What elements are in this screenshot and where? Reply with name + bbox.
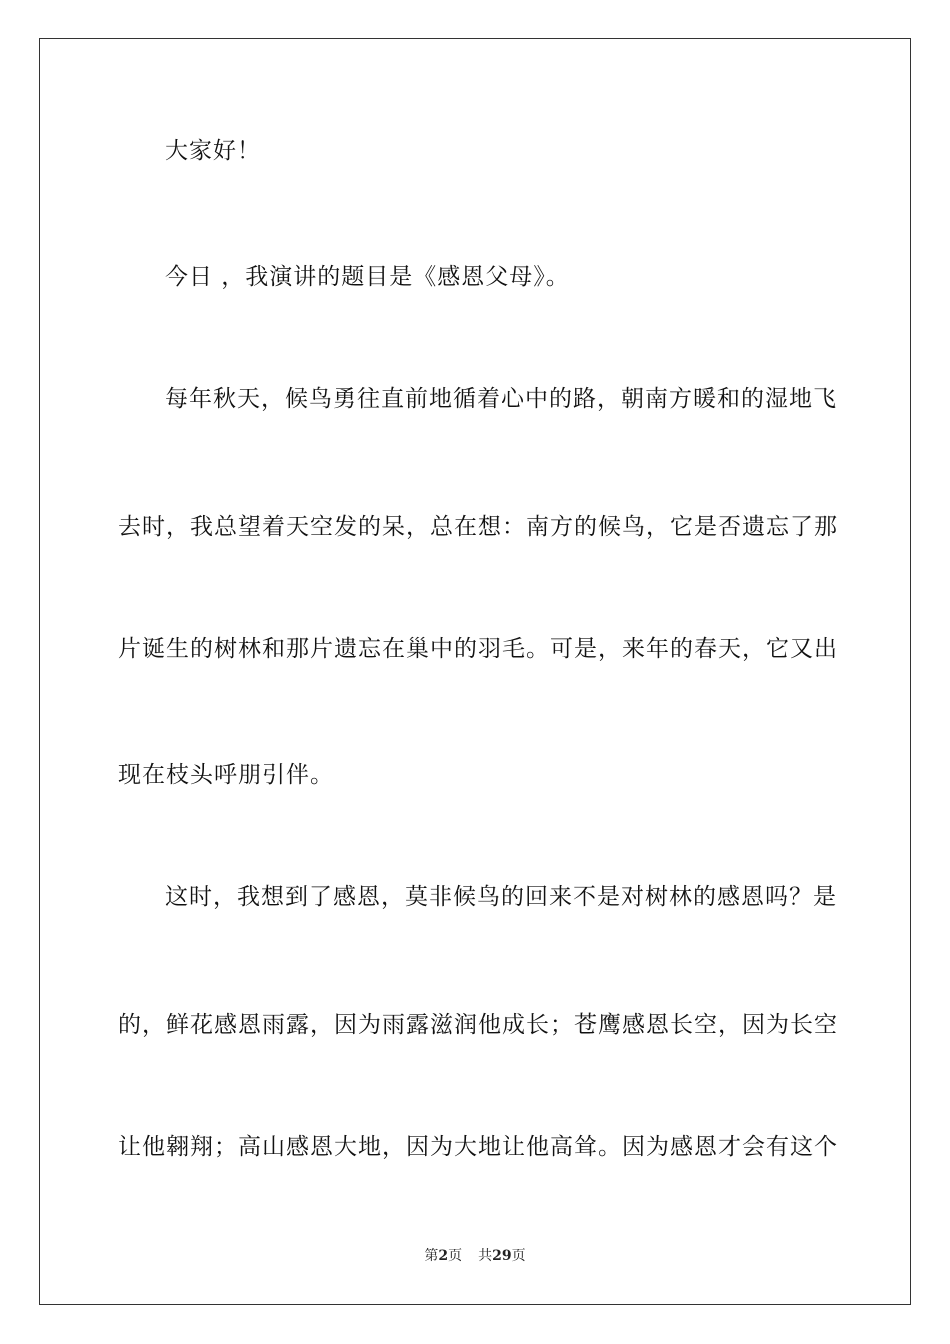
greeting-line: 大家好！ <box>165 138 261 164</box>
topic-line: 今日 ，我演讲的题目是《感恩父母》。 <box>165 264 570 290</box>
paragraph-1-line-2: 去时，我总望着天空发的呆，总在想：南方的候鸟，它是否遗忘了那 <box>118 514 838 540</box>
page-number: 2 <box>438 1248 449 1264</box>
page-prefix: 第 <box>424 1248 439 1264</box>
paragraph-1-line-4: 现在枝头呼朋引伴。 <box>118 762 334 788</box>
page-suffix: 页 <box>448 1248 463 1264</box>
paragraph-2-line-1: 这时，我想到了感恩，莫非候鸟的回来不是对树林的感恩吗？是 <box>165 884 837 910</box>
total-pages: 29 <box>492 1248 512 1264</box>
total-suffix: 页 <box>511 1248 526 1264</box>
page-border <box>39 38 911 1305</box>
page-footer <box>0 1246 950 1266</box>
paragraph-2-line-3: 让他翱翔；高山感恩大地，因为大地让他高耸。因为感恩才会有这个 <box>118 1134 838 1160</box>
total-prefix: 共 <box>478 1248 493 1264</box>
paragraph-1-line-3: 片诞生的树林和那片遗忘在巢中的羽毛。可是，来年的春天，它又出 <box>118 636 838 662</box>
paragraph-2-line-2: 的，鲜花感恩雨露，因为雨露滋润他成长；苍鹰感恩长空，因为长空 <box>118 1012 838 1038</box>
paragraph-1-line-1: 每年秋天，候鸟勇往直前地循着心中的路，朝南方暖和的湿地飞 <box>165 386 837 412</box>
